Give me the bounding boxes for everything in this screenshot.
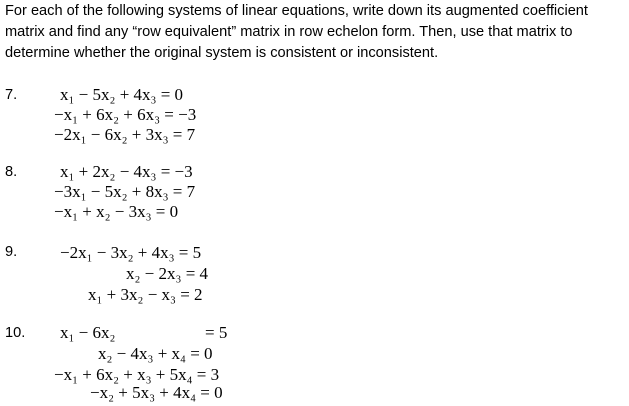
problem-7-number: 7. — [5, 87, 18, 103]
problem-10-equation-1-lhs: x₁ − 6x₂ — [60, 323, 116, 342]
problem-9-equation-1: −2x₁ − 3x₂ + 4x₃ = 5 — [60, 243, 202, 262]
instructions-line-1: For each of the following systems of linear equations, write down its augmented coefficient — [5, 3, 588, 19]
problem-9-number: 9. — [5, 244, 18, 260]
problem-10-equation-1-rhs: = 5 — [205, 323, 228, 342]
problem-7-equation-1: x₁ − 5x₂ + 4x₃ = 0 — [60, 85, 184, 104]
problem-8-equation-2: −3x₁ − 5x₂ + 8x₃ = 7 — [54, 182, 196, 201]
problem-10-equation-4: −x₂ + 5x₃ + 4x₄ = 0 — [90, 383, 223, 402]
problem-10-equation-2: x₂ − 4x₃ + x₄ = 0 — [98, 344, 213, 363]
problem-8-number: 8. — [5, 164, 18, 180]
problem-9-equation-3: x₁ + 3x₂ − x₃ = 2 — [88, 285, 203, 304]
problem-10-equation-3: −x₁ + 6x₂ + x₃ + 5x₄ = 3 — [54, 365, 220, 384]
problem-7-equation-3: −2x₁ − 6x₂ + 3x₃ = 7 — [54, 125, 196, 144]
problem-9-equation-2: x₂ − 2x₃ = 4 — [126, 264, 209, 283]
problem-8-equation-3: −x₁ + x₂ − 3x₃ = 0 — [54, 202, 179, 221]
problem-7-equation-2: −x₁ + 6x₂ + 6x₃ = −3 — [54, 105, 197, 124]
instructions — [5, 1, 625, 64]
problem-10-number: 10. — [5, 325, 26, 341]
instructions-line-3: determine whether the original system is consistent or inconsistent. — [5, 45, 439, 61]
problem-8-equation-1: x₁ + 2x₂ − 4x₃ = −3 — [60, 162, 193, 181]
instructions-line-2: matrix and find any “row equivalent” matrix in row echelon form. Then, use that matrix to — [5, 24, 573, 40]
